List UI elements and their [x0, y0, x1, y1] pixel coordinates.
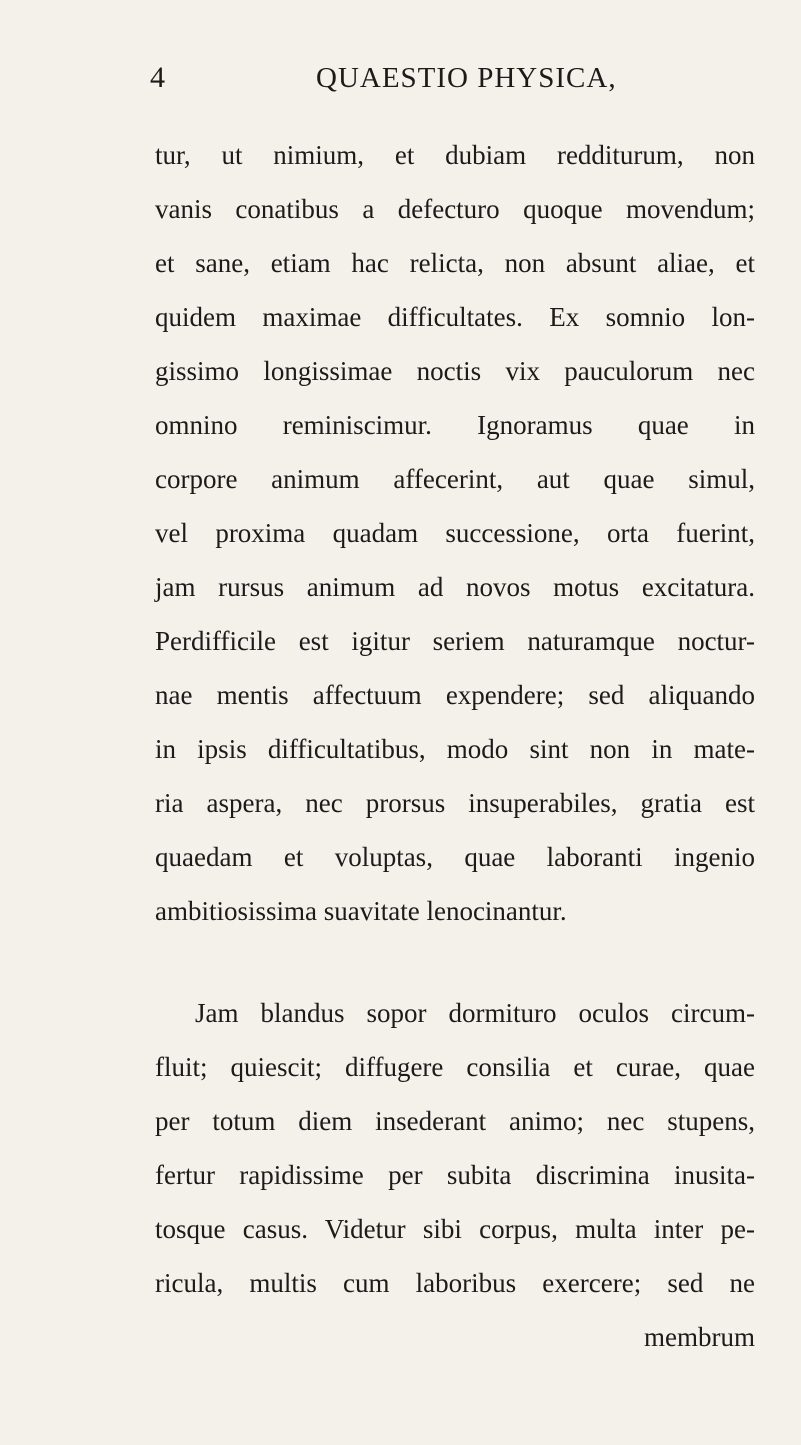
text-line: per totum diem insederant animo; nec stupens, — [155, 1106, 755, 1136]
text-line: fluit; quiescit; diffugere consilia et curae, quae — [155, 1052, 755, 1082]
running-head: QUAESTIO PHYSICA, — [316, 62, 617, 94]
text-line: fertur rapidissime per subita discrimina inusita- — [155, 1160, 755, 1190]
text-line: et sane, etiam hac relicta, non absunt aliae, et — [155, 248, 755, 278]
text-line: in ipsis difficultatibus, modo sint non in mate- — [155, 734, 755, 764]
page-number: 4 — [150, 61, 165, 94]
text-line: quaedam et voluptas, quae laboranti ingenio — [155, 842, 755, 872]
text-line: corpore animum affecerint, aut quae simul, — [155, 464, 755, 494]
paragraph-gap — [155, 938, 755, 986]
body-text — [155, 128, 755, 1364]
text-line: jam rursus animum ad novos motus excitatura. — [155, 572, 755, 602]
text-line: Perdifficile est igitur seriem naturamque noctur- — [155, 626, 755, 656]
text-line: gissimo longissimae noctis vix pauculorum nec — [155, 356, 755, 386]
text-line: ricula, multis cum laboribus exercere; sed ne — [155, 1268, 755, 1298]
text-line: vel proxima quadam successione, orta fuerint, — [155, 518, 755, 548]
text-line: nae mentis affectuum expendere; sed aliquando — [155, 680, 755, 710]
page-header — [150, 62, 750, 102]
text-line: ria aspera, nec prorsus insuperabiles, gratia est — [155, 788, 755, 818]
text-line: omnino reminiscimur. Ignoramus quae in — [155, 410, 755, 440]
text-line: ambitiosissima suavitate lenocinantur. — [155, 896, 567, 926]
text-line: quidem maximae difficultates. Ex somnio lon- — [155, 302, 755, 332]
text-line: vanis conatibus a defecturo quoque movendum; — [155, 194, 755, 224]
paragraph-2 — [155, 986, 755, 1364]
text-line: tur, ut nimium, et dubiam redditurum, non — [155, 140, 755, 170]
paragraph-1 — [155, 128, 755, 938]
text-line: tosque casus. Videtur sibi corpus, multa inter pe- — [155, 1214, 755, 1244]
catchword: membrum — [644, 1322, 755, 1352]
text-line: Jam blandus sopor dormituro oculos circum- — [195, 998, 755, 1028]
